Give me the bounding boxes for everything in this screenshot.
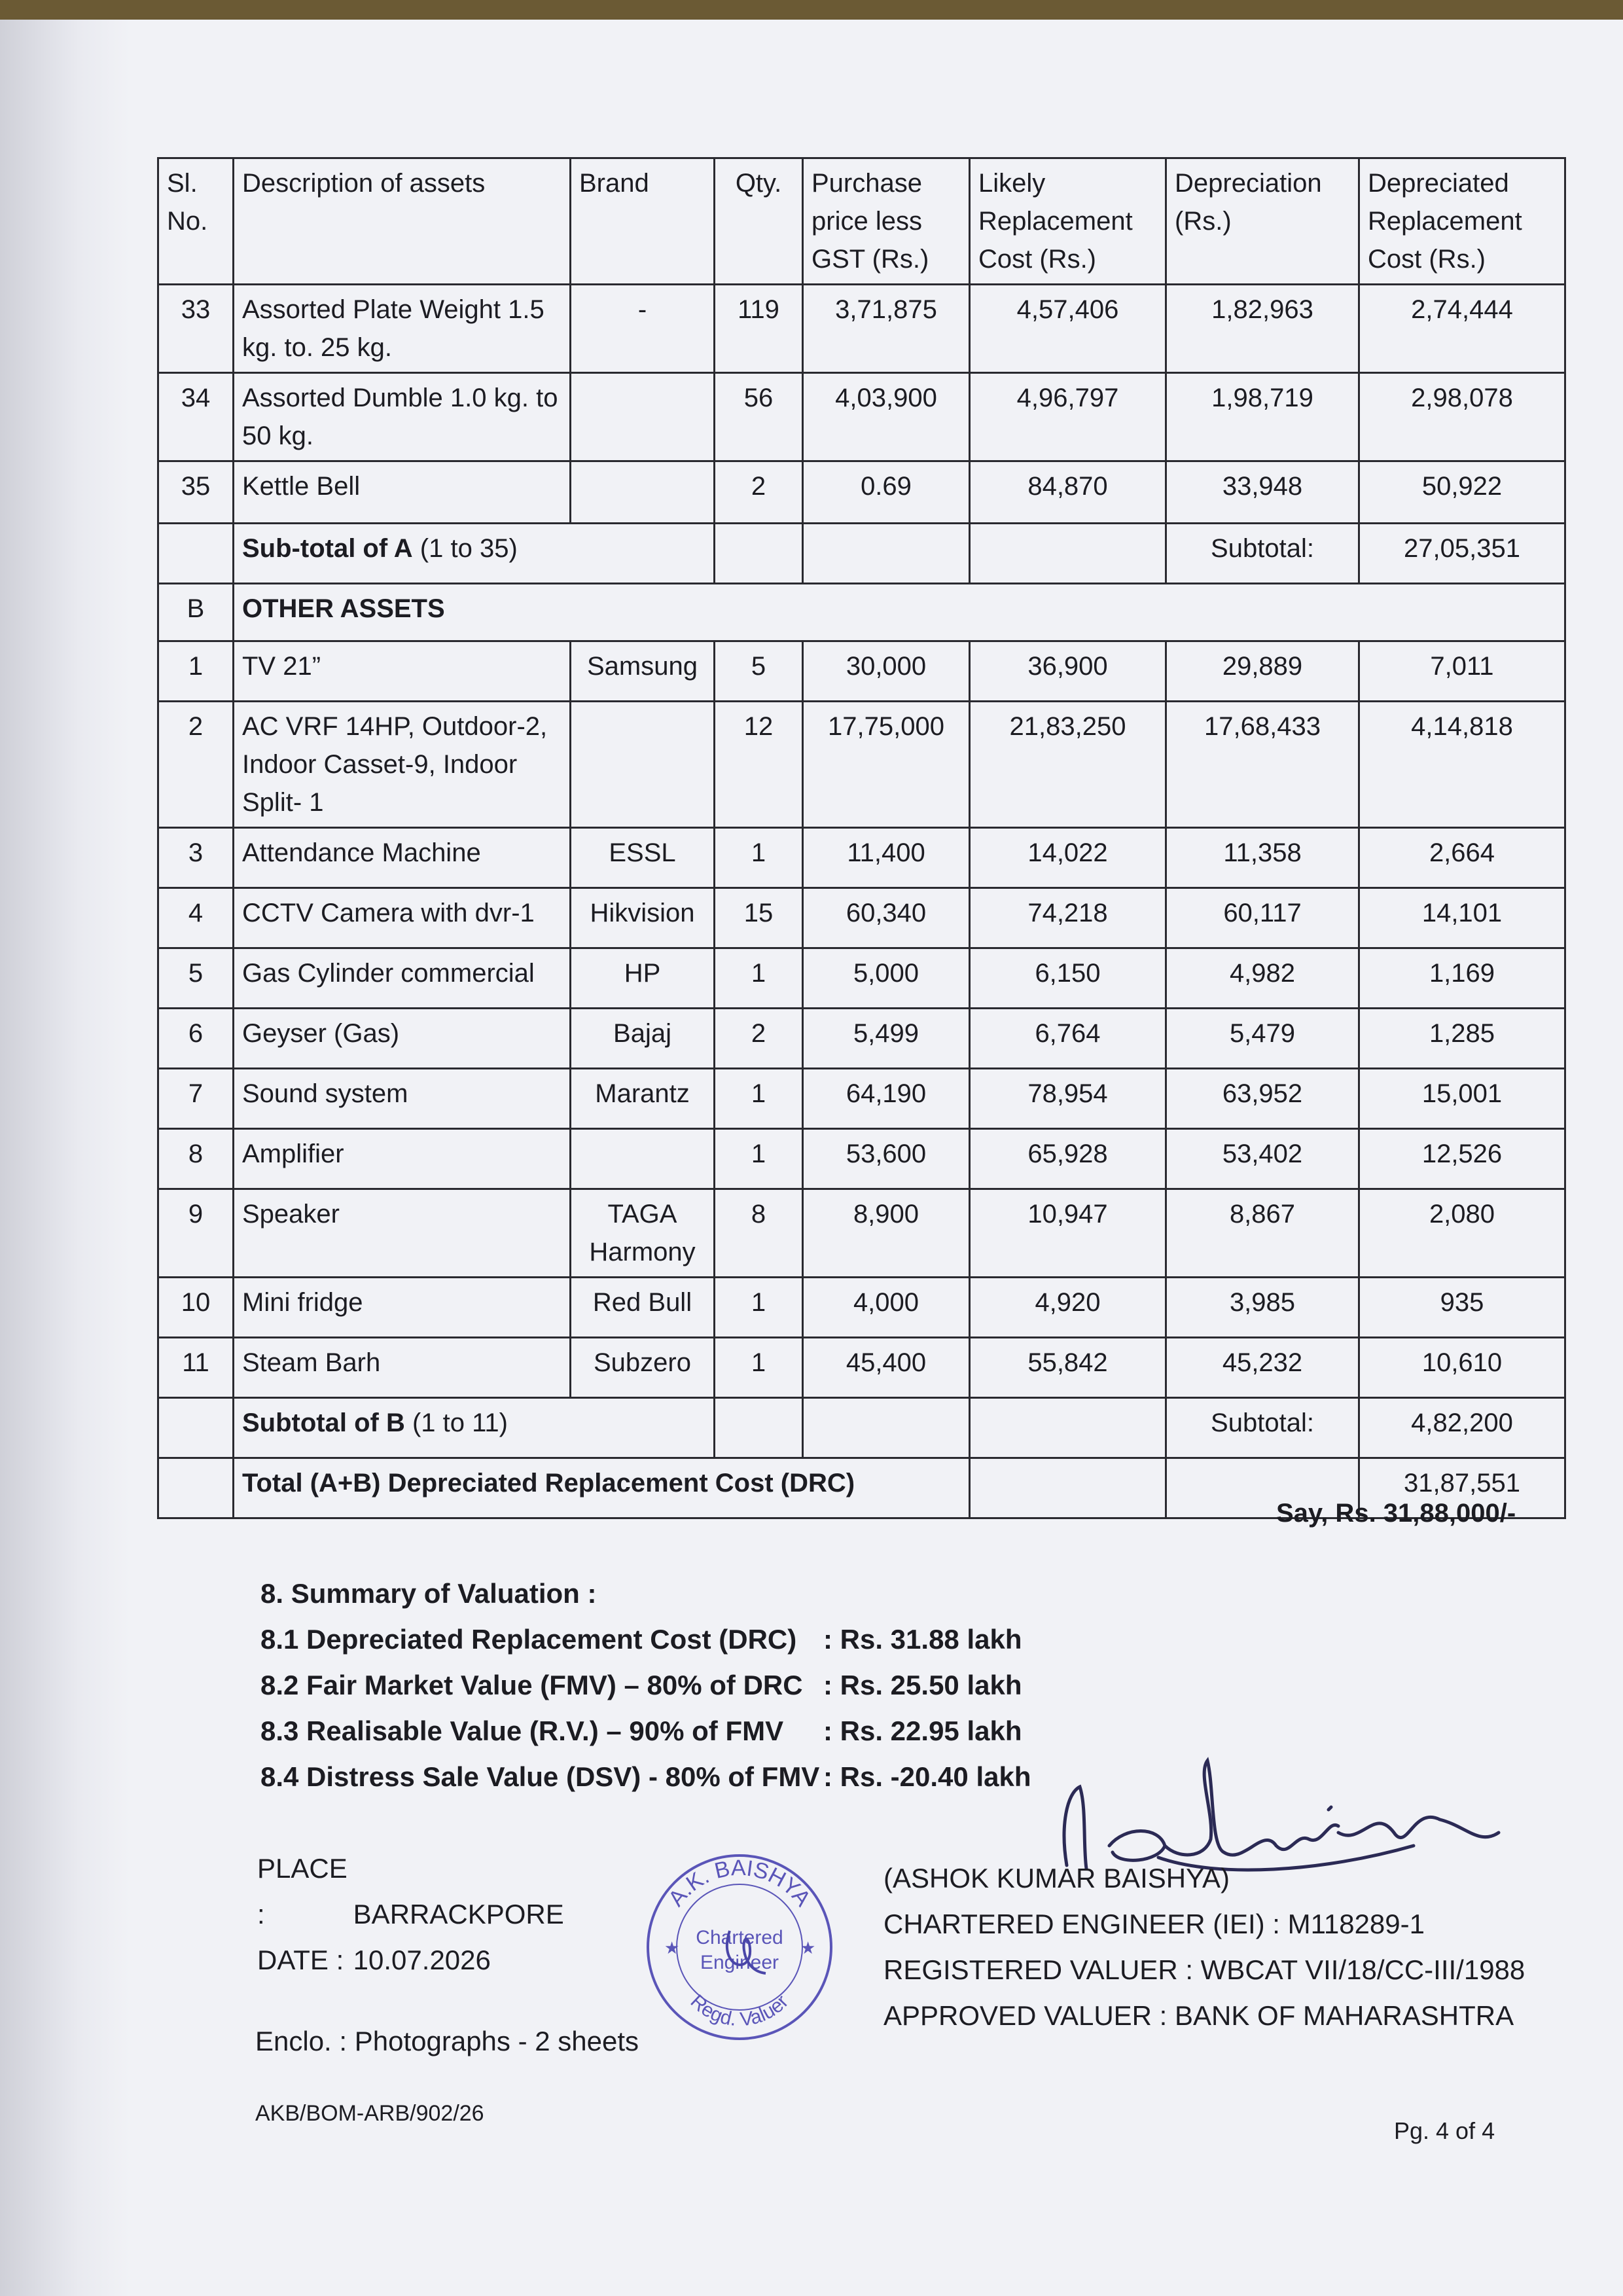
cell-brand: ESSL (571, 828, 715, 888)
subtotal-value: 27,05,351 (1359, 524, 1565, 584)
group-b-title: OTHER ASSETS (234, 584, 1565, 641)
cell-empty (970, 524, 1166, 584)
cell-replacement-cost: 21,83,250 (970, 702, 1166, 828)
valuation-summary (260, 1571, 1031, 1800)
cell-depreciation: 1,98,719 (1166, 373, 1359, 461)
cell-brand: Red Bull (571, 1278, 715, 1338)
valuer-details (883, 1856, 1525, 2039)
cell-depreciation: 3,985 (1166, 1278, 1359, 1338)
cell-replacement-cost: 84,870 (970, 461, 1166, 524)
valuer-chartered: CHARTERED ENGINEER (IEI) : M118289-1 (883, 1909, 1425, 1939)
table-row (158, 641, 1565, 702)
cell-qty: 119 (715, 285, 803, 373)
cell-drc: 2,98,078 (1359, 373, 1565, 461)
cell-qty: 1 (715, 1069, 803, 1129)
table-row (158, 1129, 1565, 1189)
cell-brand (571, 1129, 715, 1189)
cell-purchase-price: 53,600 (803, 1129, 970, 1189)
cell-sl: 11 (158, 1338, 234, 1398)
cell-sl: 6 (158, 1009, 234, 1069)
summary-item (260, 1617, 1031, 1662)
grand-total-label: Total (A+B) Depreciated Replacement Cost (DRC) (234, 1458, 970, 1518)
cell-description: Assorted Plate Weight 1.5 kg. to. 25 kg. (234, 285, 571, 373)
cell-replacement-cost: 36,900 (970, 641, 1166, 702)
cell-qty: 1 (715, 948, 803, 1009)
cell-sl: 34 (158, 373, 234, 461)
rounded-total: Say, Rs. 31,88,000/- (1276, 1499, 1516, 1528)
cell-qty: 1 (715, 1278, 803, 1338)
cell-drc: 2,080 (1359, 1189, 1565, 1278)
place-label: PLACE : (257, 1853, 348, 1929)
cell-purchase-price: 11,400 (803, 828, 970, 888)
cell-sl: 35 (158, 461, 234, 524)
cell-purchase-price: 5,499 (803, 1009, 970, 1069)
header-qty: Qty. (715, 158, 803, 285)
cell-replacement-cost: 78,954 (970, 1069, 1166, 1129)
stamp-middle-1: Chartered (696, 1927, 783, 1948)
cell-empty (158, 1398, 234, 1458)
summary-heading: 8. Summary of Valuation : (260, 1578, 597, 1609)
cell-empty (158, 1458, 234, 1518)
stamp-star-icon: ★ (664, 1938, 680, 1958)
subtotal-label-range: (1 to 11) (404, 1408, 508, 1437)
cell-sl: 4 (158, 888, 234, 948)
cell-purchase-price: 4,000 (803, 1278, 970, 1338)
header-depreciation: Depreciation (Rs.) (1166, 158, 1359, 285)
cell-purchase-price: 30,000 (803, 641, 970, 702)
cell-group-code: B (158, 584, 234, 641)
table-row (158, 828, 1565, 888)
cell-depreciation: 11,358 (1166, 828, 1359, 888)
cell-sl: 33 (158, 285, 234, 373)
table-row (158, 1069, 1565, 1129)
subtotal-label (234, 1398, 715, 1458)
cell-qty: 1 (715, 828, 803, 888)
cell-description: TV 21” (234, 641, 571, 702)
cell-description: Speaker (234, 1189, 571, 1278)
cell-brand (571, 373, 715, 461)
svg-text:A.K. BAISHYA (664, 1856, 815, 1911)
subtotal-label (234, 524, 715, 584)
table-row (158, 1338, 1565, 1398)
cell-brand: - (571, 285, 715, 373)
cell-brand: HP (571, 948, 715, 1009)
cell-sl: 5 (158, 948, 234, 1009)
cell-drc: 1,169 (1359, 948, 1565, 1009)
page-fold-shadow (0, 20, 131, 2296)
table-header-row (158, 158, 1565, 285)
summary-item-value: : Rs. -20.40 lakh (823, 1761, 1031, 1792)
assets-valuation-table (157, 157, 1566, 1519)
cell-brand: Samsung (571, 641, 715, 702)
table-row (158, 702, 1565, 828)
cell-sl: 3 (158, 828, 234, 888)
cell-purchase-price: 0.69 (803, 461, 970, 524)
cell-empty (715, 1398, 803, 1458)
cell-replacement-cost: 4,96,797 (970, 373, 1166, 461)
stamp-star-icon: ★ (800, 1938, 816, 1958)
subtotal-caption: Subtotal: (1166, 524, 1359, 584)
cell-depreciation: 5,479 (1166, 1009, 1359, 1069)
cell-replacement-cost: 6,764 (970, 1009, 1166, 1069)
cell-qty: 8 (715, 1189, 803, 1278)
stamp-middle-2: Engineer (700, 1952, 779, 1973)
cell-description: Assorted Dumble 1.0 kg. to 50 kg. (234, 373, 571, 461)
table-row (158, 888, 1565, 948)
summary-item (260, 1708, 1031, 1754)
valuer-seal-stamp (638, 1846, 841, 2049)
cell-replacement-cost: 10,947 (970, 1189, 1166, 1278)
grand-total-value: 31,87,551 (1359, 1458, 1565, 1518)
cell-purchase-price: 60,340 (803, 888, 970, 948)
subtotal-label-range: (1 to 35) (412, 534, 518, 563)
header-drc: Depreciated Replacement Cost (Rs.) (1359, 158, 1565, 285)
cell-empty (970, 1398, 1166, 1458)
table-row (158, 1009, 1565, 1069)
cell-drc: 1,285 (1359, 1009, 1565, 1069)
cell-drc: 7,011 (1359, 641, 1565, 702)
header-purchase-price: Purchase price less GST (Rs.) (803, 158, 970, 285)
cell-qty: 2 (715, 461, 803, 524)
valuer-name: (ASHOK KUMAR BAISHYA) (883, 1863, 1230, 1893)
cell-description: Sound system (234, 1069, 571, 1129)
cell-brand: TAGA Harmony (571, 1189, 715, 1278)
table-row (158, 285, 1565, 373)
cell-replacement-cost: 4,920 (970, 1278, 1166, 1338)
cell-qty: 1 (715, 1129, 803, 1189)
cell-empty (803, 1398, 970, 1458)
cell-drc: 4,14,818 (1359, 702, 1565, 828)
table-row (158, 461, 1565, 524)
cell-depreciation: 60,117 (1166, 888, 1359, 948)
cell-sl: 10 (158, 1278, 234, 1338)
subtotal-a-row (158, 524, 1565, 584)
cell-sl: 8 (158, 1129, 234, 1189)
cell-depreciation: 63,952 (1166, 1069, 1359, 1129)
summary-item-value: : Rs. 22.95 lakh (823, 1715, 1022, 1746)
cell-replacement-cost: 74,218 (970, 888, 1166, 948)
cell-drc: 50,922 (1359, 461, 1565, 524)
cell-depreciation: 45,232 (1166, 1338, 1359, 1398)
subtotal-label-bold: Subtotal of B (242, 1408, 405, 1437)
cell-drc: 15,001 (1359, 1069, 1565, 1129)
cell-brand: Subzero (571, 1338, 715, 1398)
summary-item-value: : Rs. 25.50 lakh (823, 1670, 1022, 1700)
scan-top-edge (0, 0, 1623, 20)
cell-replacement-cost: 55,842 (970, 1338, 1166, 1398)
group-b-header-row (158, 584, 1565, 641)
header-brand: Brand (571, 158, 715, 285)
cell-description: Mini fridge (234, 1278, 571, 1338)
cell-brand (571, 702, 715, 828)
header-sl: Sl. No. (158, 158, 234, 285)
cell-description: Geyser (Gas) (234, 1009, 571, 1069)
cell-qty: 2 (715, 1009, 803, 1069)
reference-number: AKB/BOM-ARB/902/26 (255, 2101, 484, 2126)
cell-description: Steam Barh (234, 1338, 571, 1398)
cell-purchase-price: 64,190 (803, 1069, 970, 1129)
cell-empty (803, 524, 970, 584)
subtotal-b-row (158, 1398, 1565, 1458)
svg-text:Regd. Valuer (687, 1990, 793, 2030)
summary-item (260, 1662, 1031, 1708)
cell-depreciation: 8,867 (1166, 1189, 1359, 1278)
cell-description: Amplifier (234, 1129, 571, 1189)
summary-item (260, 1754, 1031, 1800)
summary-item-label: 8.2 Fair Market Value (FMV) – 80% of DRC (260, 1670, 803, 1700)
cell-purchase-price: 45,400 (803, 1338, 970, 1398)
cell-depreciation: 33,948 (1166, 461, 1359, 524)
cell-description: CCTV Camera with dvr-1 (234, 888, 571, 948)
cell-replacement-cost: 14,022 (970, 828, 1166, 888)
table-row (158, 948, 1565, 1009)
cell-purchase-price: 17,75,000 (803, 702, 970, 828)
cell-replacement-cost: 65,928 (970, 1129, 1166, 1189)
cell-replacement-cost: 4,57,406 (970, 285, 1166, 373)
valuer-registered: REGISTERED VALUER : WBCAT VII/18/CC-III/1988 (883, 1954, 1525, 1985)
cell-purchase-price: 8,900 (803, 1189, 970, 1278)
cell-brand: Bajaj (571, 1009, 715, 1069)
page-number: Pg. 4 of 4 (1394, 2117, 1495, 2144)
date-value: 10.07.2026 (353, 1945, 491, 1975)
table-row (158, 1189, 1565, 1278)
cell-drc: 12,526 (1359, 1129, 1565, 1189)
enclosure-note: Enclo. : Photographs - 2 sheets (255, 2026, 639, 2056)
header-replacement-cost: Likely Replacement Cost (Rs.) (970, 158, 1166, 285)
cell-qty: 12 (715, 702, 803, 828)
header-description: Description of assets (234, 158, 571, 285)
cell-depreciation: 4,982 (1166, 948, 1359, 1009)
cell-drc: 10,610 (1359, 1338, 1565, 1398)
cell-sl: 1 (158, 641, 234, 702)
cell-purchase-price: 4,03,900 (803, 373, 970, 461)
cell-qty: 15 (715, 888, 803, 948)
cell-depreciation: 17,68,433 (1166, 702, 1359, 828)
summary-item-label: 8.4 Distress Sale Value (DSV) - 80% of FMV (260, 1761, 820, 1792)
cell-qty: 56 (715, 373, 803, 461)
cell-empty (715, 524, 803, 584)
cell-description: Attendance Machine (234, 828, 571, 888)
cell-brand: Marantz (571, 1069, 715, 1129)
cell-purchase-price: 5,000 (803, 948, 970, 1009)
table-row (158, 373, 1565, 461)
summary-item-label: 8.1 Depreciated Replacement Cost (DRC) (260, 1624, 797, 1655)
cell-depreciation: 1,82,963 (1166, 285, 1359, 373)
cell-sl: 7 (158, 1069, 234, 1129)
cell-drc: 2,74,444 (1359, 285, 1565, 373)
cell-empty (158, 524, 234, 584)
cell-empty (970, 1458, 1166, 1518)
cell-sl: 9 (158, 1189, 234, 1278)
cell-brand: Hikvision (571, 888, 715, 948)
cell-qty: 1 (715, 1338, 803, 1398)
cell-drc: 935 (1359, 1278, 1565, 1338)
cell-description: AC VRF 14HP, Outdoor-2, Indoor Casset-9, Indoor Split- 1 (234, 702, 571, 828)
cell-qty: 5 (715, 641, 803, 702)
subtotal-label-bold: Sub-total of A (242, 534, 413, 563)
cell-drc: 2,664 (1359, 828, 1565, 888)
subtotal-caption: Subtotal: (1166, 1398, 1359, 1458)
cell-description: Kettle Bell (234, 461, 571, 524)
cell-purchase-price: 3,71,875 (803, 285, 970, 373)
subtotal-value: 4,82,200 (1359, 1398, 1565, 1458)
stamp-bottom-text: Regd. Valuer (686, 1990, 793, 2031)
valuer-approved: APPROVED VALUER : BANK OF MAHARASHTRA (883, 2000, 1514, 2031)
cell-drc: 14,101 (1359, 888, 1565, 948)
cell-depreciation: 53,402 (1166, 1129, 1359, 1189)
place-date-block (257, 1846, 564, 1983)
summary-item-label: 8.3 Realisable Value (R.V.) – 90% of FMV (260, 1715, 784, 1746)
summary-item-value: : Rs. 31.88 lakh (823, 1624, 1022, 1655)
cell-brand (571, 461, 715, 524)
stamp-top-text: A.K. BAISHYA (663, 1855, 816, 1911)
table-row (158, 1278, 1565, 1338)
cell-depreciation: 29,889 (1166, 641, 1359, 702)
place-value: BARRACKPORE (353, 1899, 564, 1929)
date-label: DATE : (257, 1945, 344, 1975)
cell-sl: 2 (158, 702, 234, 828)
cell-replacement-cost: 6,150 (970, 948, 1166, 1009)
cell-description: Gas Cylinder commercial (234, 948, 571, 1009)
